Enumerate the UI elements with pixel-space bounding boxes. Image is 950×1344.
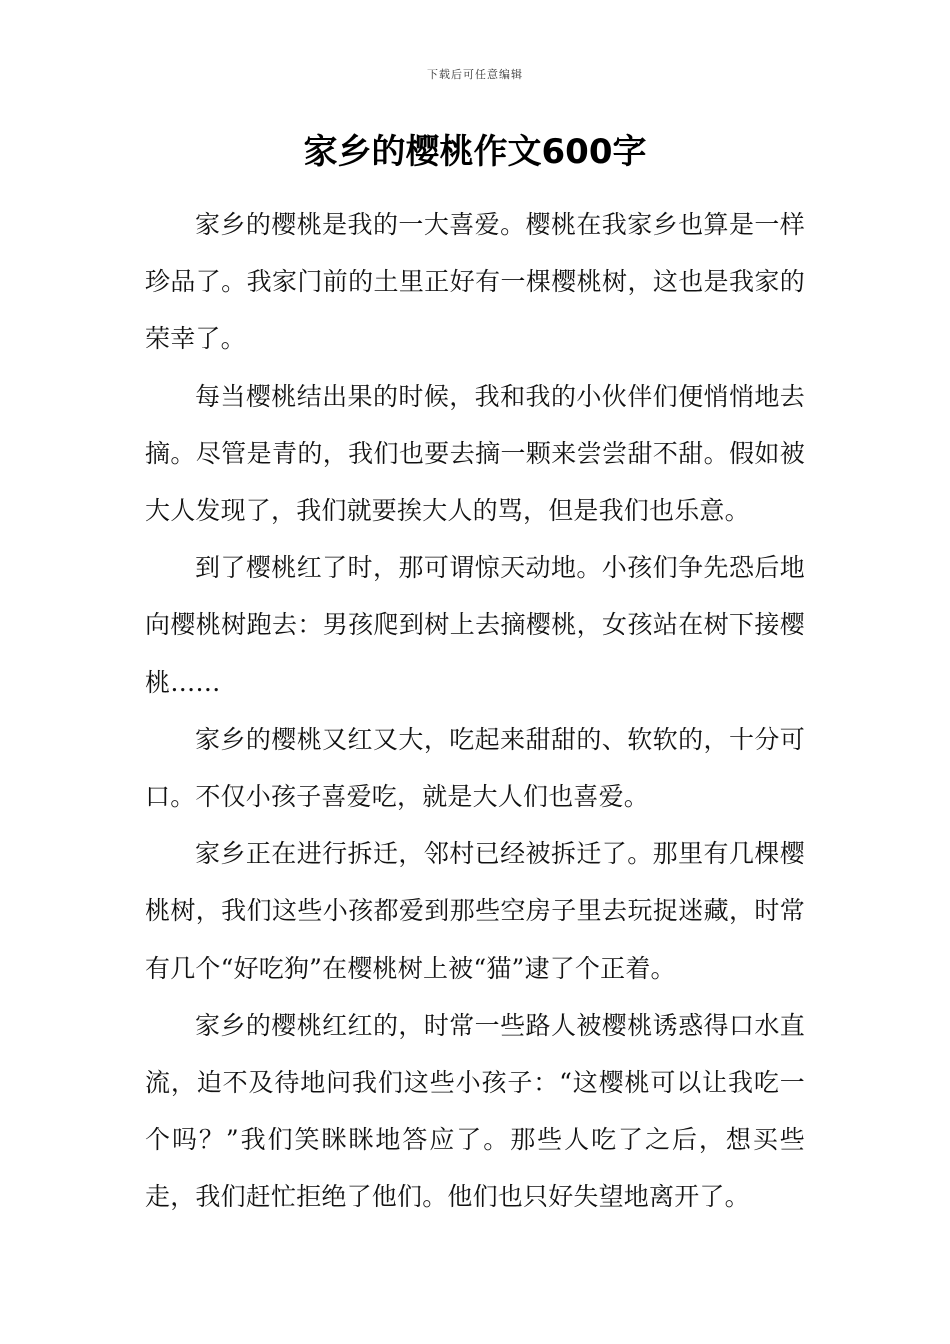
paragraph-6: 家乡的樱桃红红的，时常一些路人被樱桃诱惑得口水直流，迫不及待地问我们这些小孩子：“这樱桃可以让我吃一个吗？”我们笑眯眯地答应了。那些人吃了之后，想买些走，我们赶忙拒绝了他们。他们也只好失望地离开了。: [145, 1010, 805, 1212]
document-body: [145, 196, 805, 1226]
header-note: 下载后可任意编辑: [427, 68, 523, 81]
paragraph-4: 家乡的樱桃又红又大，吃起来甜甜的、软软的，十分可口。不仅小孩子喜爱吃，就是大人们也喜爱。: [145, 724, 805, 812]
paragraph-2: 每当樱桃结出果的时候，我和我的小伙伴们便悄悄地去摘。尽管是青的，我们也要去摘一颗来尝尝甜不甜。假如被大人发现了，我们就要挨大人的骂，但是我们也乐意。: [145, 381, 805, 526]
paragraph-1: 家乡的樱桃是我的一大喜爱。樱桃在我家乡也算是一样珍品了。我家门前的土里正好有一棵樱桃树，这也是我家的荣幸了。: [145, 210, 805, 354]
paragraph-5: 家乡正在进行拆迁，邻村已经被拆迁了。那里有几棵樱桃树，我们这些小孩都爱到那些空房子里去玩捉迷藏，时常有几个“好吃狗”在樱桃树上被“猫”逮了个正着。: [145, 839, 805, 983]
document-title: 家乡的樱桃作文600字: [303, 132, 647, 172]
paragraph-3: 到了樱桃红了时，那可谓惊天动地。小孩们争先恐后地向樱桃树跑去：男孩爬到树上去摘樱桃，女孩站在树下接樱桃……: [145, 553, 805, 697]
